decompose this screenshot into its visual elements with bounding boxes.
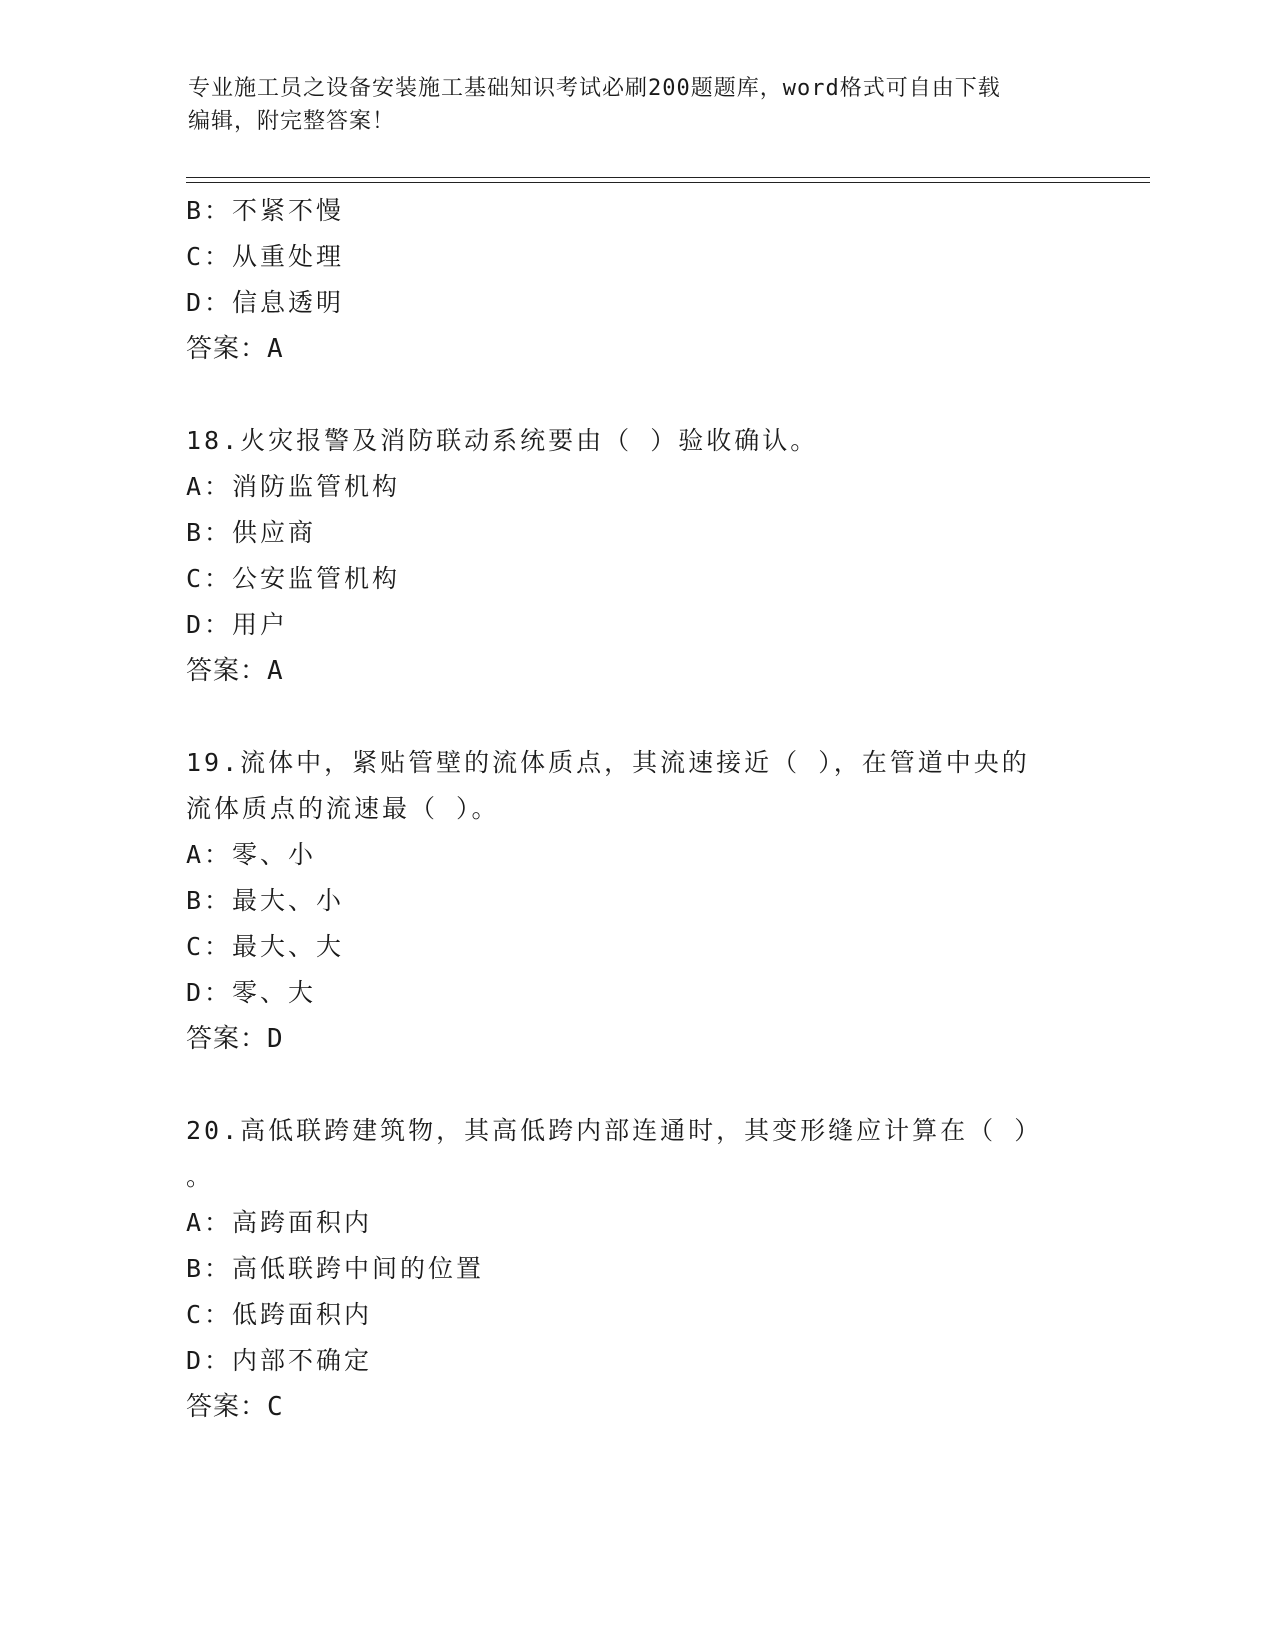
question-19	[186, 740, 1086, 1062]
question-20	[186, 1108, 1086, 1430]
option-d: D：信息透明	[186, 288, 345, 317]
option-c: C：低跨面积内	[186, 1300, 373, 1329]
option-d: D：用户	[186, 610, 289, 639]
question-18	[186, 418, 1086, 694]
option-c: C：从重处理	[186, 242, 345, 271]
option-b: B：供应商	[186, 518, 317, 547]
option-a: A：高跨面积内	[186, 1208, 373, 1237]
question-stem-line-1: 19.流体中，紧贴管壁的流体质点，其流速接近（ ），在管道中央的	[186, 748, 1030, 777]
document-header	[188, 72, 1068, 138]
question-list	[186, 188, 1086, 1430]
answer-line: 答案：D	[186, 1024, 284, 1054]
question-stem-line-2: 。	[186, 1162, 215, 1191]
spacer	[186, 372, 1086, 418]
option-c: C：公安监管机构	[186, 564, 401, 593]
option-a: A：零、小	[186, 840, 317, 869]
option-c: C：最大、大	[186, 932, 345, 961]
option-b: B：最大、小	[186, 886, 345, 915]
question-stem-line-2: 流体质点的流速最（ ）。	[186, 794, 500, 823]
header-title-line-2: 编辑，附完整答案！	[188, 109, 396, 134]
question-17-continued	[186, 188, 1086, 372]
option-b: B：不紧不慢	[186, 196, 345, 225]
option-d: D：零、大	[186, 978, 317, 1007]
spacer	[186, 1062, 1086, 1108]
option-d: D：内部不确定	[186, 1346, 373, 1375]
answer-line: 答案：A	[186, 334, 284, 364]
answer-line: 答案：A	[186, 656, 284, 686]
header-title-line-1: 专业施工员之设备安装施工基础知识考试必刷200题题库，word格式可自由下载	[188, 76, 1001, 101]
spacer	[186, 694, 1086, 740]
header-divider-top	[186, 177, 1150, 178]
question-stem: 18.火灾报警及消防联动系统要由（ ）验收确认。	[186, 426, 819, 455]
option-b: B：高低联跨中间的位置	[186, 1254, 485, 1283]
option-a: A：消防监管机构	[186, 472, 401, 501]
answer-line: 答案：C	[186, 1392, 284, 1422]
header-divider-bottom	[186, 182, 1150, 183]
question-stem-line-1: 20.高低联跨建筑物，其高低跨内部连通时，其变形缝应计算在（ ）	[186, 1116, 1043, 1145]
